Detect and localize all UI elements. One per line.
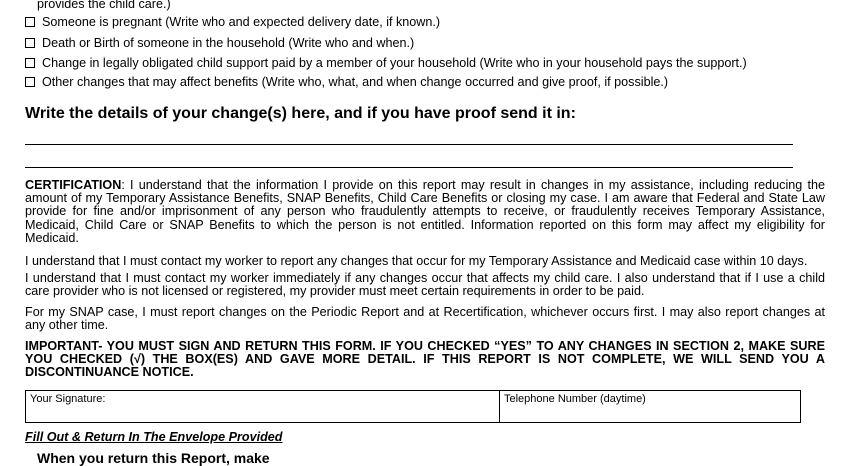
checkbox-label: Death or Birth of someone in the household (Write who and when.) [42, 36, 415, 50]
footer-note: Fill Out & Return In The Envelope Provided [25, 430, 283, 444]
details-line-1[interactable] [25, 144, 793, 145]
certification-label: CERTIFICATION [25, 178, 122, 192]
continued-line: provides the child care.) [37, 0, 171, 11]
important-notice: IMPORTANT- YOU MUST SIGN AND RETURN THIS FORM. IF YOU CHECKED “YES” TO ANY CHANGES IN SECTION 2, MAKE SURE YOU CHECKED (√) THE BOX(ES) AND GAVE MORE DETAIL. IF THIS REPORT IS NOT COMPLETE, WE WILL SEND YOU A DISCONTINUANCE NOTICE. [25, 339, 825, 380]
checkbox-label: Someone is pregnant (Write who and expected delivery date, if known.) [42, 15, 441, 29]
checkbox-item-pregnant[interactable] [25, 15, 440, 30]
checkbox[interactable] [25, 38, 35, 48]
signature-label: Your Signature: [30, 393, 106, 405]
bottom-text: When you return this Report, make [37, 450, 270, 466]
paragraph-snap: For my SNAP case, I must report changes on the Periodic Report and at Recertification, whichever occurs first. I may also report changes at any other time. [25, 305, 825, 333]
telephone-label: Telephone Number (daytime) [504, 393, 646, 405]
signature-field[interactable] [25, 390, 500, 423]
certification-paragraph [25, 179, 825, 245]
checkbox[interactable] [25, 58, 35, 68]
paragraph-report-changes: I understand that I must contact my worker to report any changes that occur for my Temporary Assistance and Medicaid case within 10 days. [25, 254, 808, 268]
checkbox-label: Other changes that may affect benefits (Write who, what, and when change occurred and give proof, if possible.) [42, 75, 669, 89]
details-heading: Write the details of your change(s) here, and if you have proof send it in: [25, 105, 576, 122]
checkbox[interactable] [25, 77, 35, 87]
paragraph-child-care: I understand that I must contact my worker immediately if any changes occur that affects my child care. I also understand that if I use a child care provider who is not licensed or registered, my provider must meet certain requirements in order to be paid. [25, 271, 825, 299]
checkbox-item-other-changes[interactable] [25, 75, 668, 90]
certification-text: : I understand that the information I provide on this report may result in changes in my assistance, including reducing the amount of my Temporary Assistance Benefits, SNAP Benefits, Child Care Benefits or closing my case. I am aware that Federal and State Law provide for fine and/or imprisonment of any person who fraudulently attempts to receive, or fraudulently receives Temporary Assistance, Medicaid, Child Care or SNAP Benefits to which the person is not entitled. Information reported on this form may affect my eligibility for Medicaid. [25, 178, 825, 245]
checkbox-label: Change in legally obligated child support paid by a member of your household (Write who in your household pays the support.) [42, 56, 747, 70]
checkbox-item-death-birth[interactable] [25, 36, 414, 51]
checkbox[interactable] [25, 17, 35, 27]
details-line-2[interactable] [25, 167, 793, 168]
telephone-field[interactable] [499, 390, 801, 423]
checkbox-item-child-support[interactable] [25, 56, 747, 71]
